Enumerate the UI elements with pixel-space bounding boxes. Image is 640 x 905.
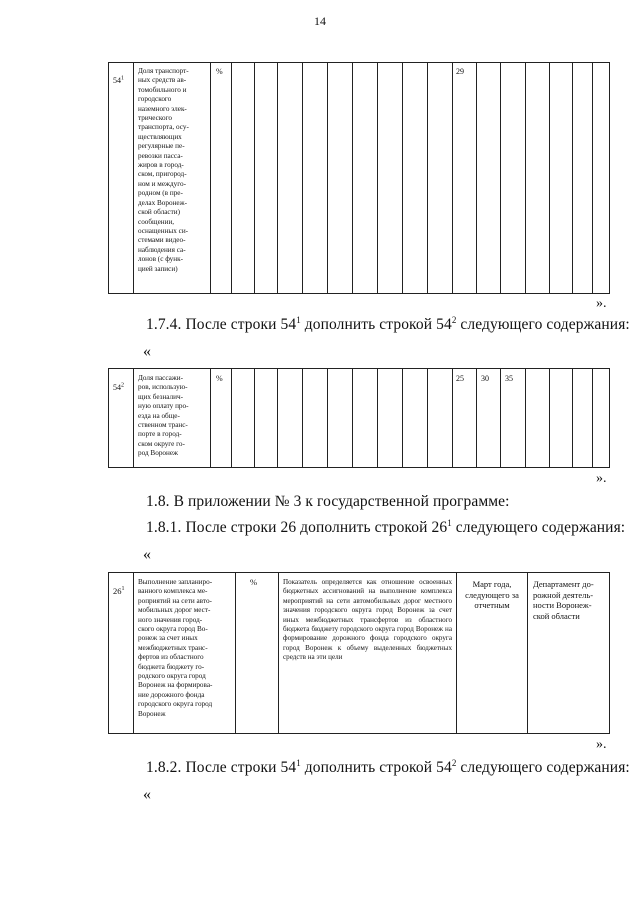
calculation-method: Показатель определяется как отношение освоенных бюджетных ассигнований на выполнение комплекса мероприятий на сети автомобильных дорог местного значения городского округа город Воронеж за счет иных межбюджетных трансфертов из областного бюджета бюджету городского округа город Воронеж на формирование дорожного фонда городского округа город Воронеж к объему выделенных бюджетных средств на эти цели xyxy=(283,578,452,662)
paragraph-1-8-2-sup2: 2 xyxy=(451,757,457,768)
indicator-value-1: 25 xyxy=(456,374,464,383)
row-number-cell xyxy=(113,67,124,86)
closing-quote-2: ». xyxy=(596,471,607,486)
unit-cell: % xyxy=(216,67,223,76)
responsible-authority: Департамент до- рожной деятель- ности Воронеж- ской области xyxy=(533,579,594,621)
paragraph-1-8: 1.8. В приложении № 3 к государственной программе: xyxy=(146,493,510,510)
page-number: 14 xyxy=(314,14,326,28)
row-number-superscript: 2 xyxy=(121,382,124,389)
row-number: 54 xyxy=(113,76,121,86)
paragraph-1-7-4-sup2: 2 xyxy=(451,314,457,325)
paragraph-1-8-1 xyxy=(146,519,625,537)
paragraph-1-7-4 xyxy=(146,316,630,334)
opening-quote-2: « xyxy=(143,546,151,563)
paragraph-1-8-2 xyxy=(146,759,630,777)
row-number-superscript: 1 xyxy=(121,586,125,593)
row-number-cell xyxy=(113,578,125,597)
indicator-value: 29 xyxy=(456,67,464,76)
opening-quote-1: « xyxy=(143,343,151,360)
row-number: 26 xyxy=(113,586,122,597)
paragraph-1-7-4-sup1: 1 xyxy=(296,314,301,325)
row-number-superscript: 1 xyxy=(121,75,124,82)
paragraph-1-7-4-middle: дополнить строкой 54 xyxy=(300,316,452,333)
reporting-deadline: Март года, следующего за отчетным xyxy=(465,579,519,610)
row-number: 54 xyxy=(113,383,121,393)
paragraph-1-7-4-suffix: следующего содержания: xyxy=(456,316,630,333)
unit-cell: % xyxy=(250,577,258,587)
indicator-value-3: 35 xyxy=(505,374,513,383)
indicator-method-table-row-26-1 xyxy=(108,572,610,734)
paragraph-1-8-1-sup: 1 xyxy=(447,517,452,528)
paragraph-1-8-2-sup1: 1 xyxy=(296,757,301,768)
paragraph-1-8-1-suffix: следующего содержания: xyxy=(451,519,626,536)
paragraph-1-8-1-prefix: 1.8.1. После строки 26 дополнить строкой 26 xyxy=(146,519,448,536)
paragraph-1-8-2-prefix: 1.8.2. После строки 54 xyxy=(146,759,297,776)
indicator-description: Доля пассажи- ров, использую- щих безналич- ную оплату про- езда на обще- ственном транс- порте в город- ском округе го- род Воронеж xyxy=(138,374,189,458)
indicator-table-row-54-2 xyxy=(108,368,610,468)
indicator-table-row-54-1 xyxy=(108,62,610,294)
indicator-name: Выполнение запланиро- ванного комплекса ме- роприятий на сети авто- мобильных дорог мест- ного значения город- ского округа город Во- ронеж за счет иных межбюджетных транс- фертов из областного бюджета бюджету го- родского округа город Воронеж на формирова- ние дорожного фонда городского округа город Воронеж xyxy=(138,578,213,718)
paragraph-1-7-4-prefix: 1.7.4. После строки 54 xyxy=(146,316,297,333)
closing-quote-1: ». xyxy=(596,296,607,311)
opening-quote-3: « xyxy=(143,786,151,803)
unit-cell: % xyxy=(216,374,223,383)
row-number-cell xyxy=(113,374,124,393)
paragraph-1-8-2-suffix: следующего содержания: xyxy=(456,759,630,776)
indicator-value-2: 30 xyxy=(481,374,489,383)
indicator-description: Доля транспорт- ных средств ав- томобильного и городского наземного элек- трического транспорта, осу- ществляющих регулярные пе- ревозки пасса- жиров в город- ском, пригород- ном и междуго- родном (в пре- делах Воронеж- ской области) сообщении, оснащенных си- стемами видео- наблюдения са- лонов (с функ- цией записи) xyxy=(138,67,189,273)
closing-quote-3: ». xyxy=(596,737,607,752)
paragraph-1-8-2-middle: дополнить строкой 54 xyxy=(300,759,452,776)
